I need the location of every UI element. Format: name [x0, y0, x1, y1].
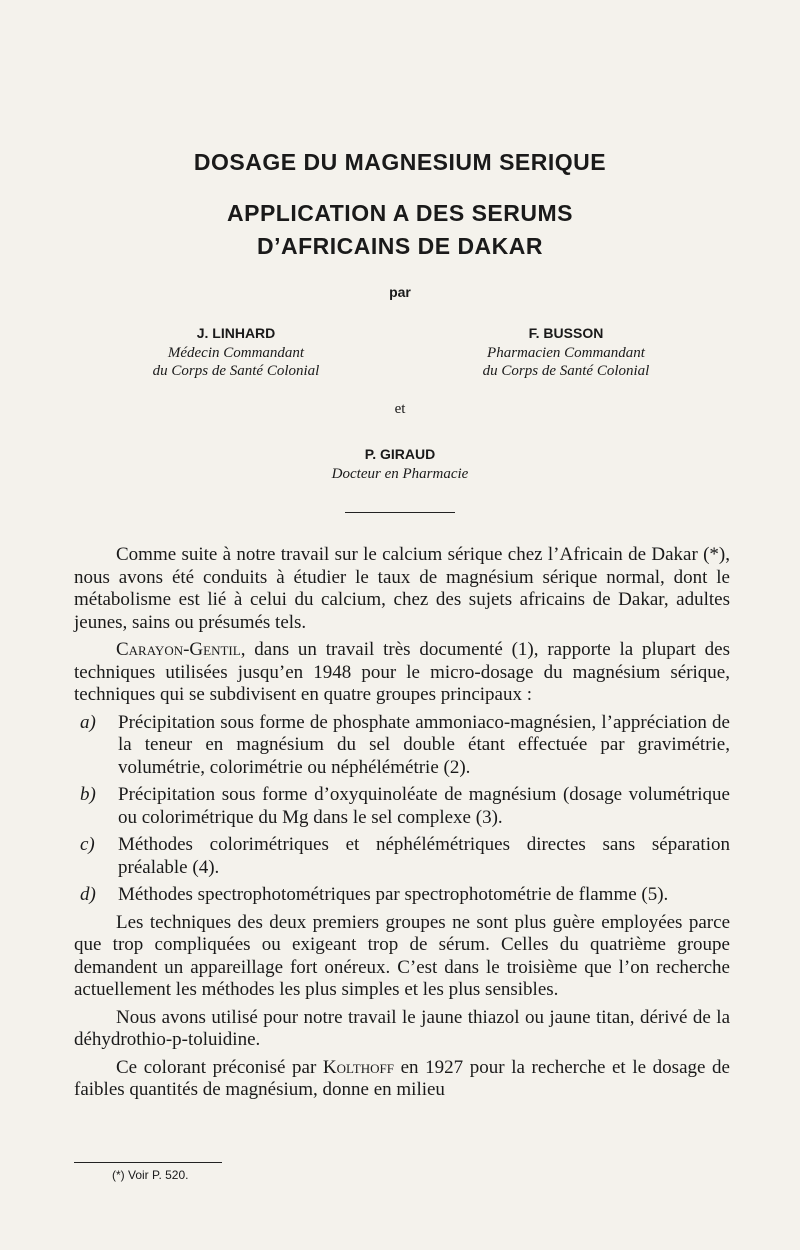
author-busson — [416, 322, 716, 380]
footnote: (*) Voir P. 520. — [112, 1168, 189, 1182]
list-item-label: b) — [80, 784, 96, 805]
list-item-label: c) — [80, 834, 95, 855]
list-item — [74, 712, 730, 780]
paragraph-5 — [74, 1057, 730, 1102]
list-item-label: d) — [80, 884, 96, 905]
title-line-2: APPLICATION A DES SERUMS — [227, 200, 573, 226]
author-name: F. BUSSON — [528, 325, 604, 341]
list-item-text: Précipitation sous forme de phosphate ammoniaco-magnésien, l’appréciation de la teneur en magnésium du sel double étant effectuée par gravimétrie, volumétrie, colorimétrie ou néphélémétrie (2). — [118, 711, 730, 778]
list-item — [74, 884, 730, 907]
author-affiliation: du Corps de Santé Colonial — [482, 363, 650, 379]
list-item-label: a) — [80, 711, 96, 733]
footnote-rule — [74, 1162, 222, 1163]
author-affiliation: du Corps de Santé Colonial — [152, 363, 320, 379]
author-role: Docteur en Pharmacie — [331, 466, 469, 482]
list-item-text: Méthodes colorimétriques et néphélémétriques directes sans séparation préalable (4). — [118, 834, 730, 878]
list-item — [74, 784, 730, 829]
author-giraud — [250, 443, 550, 483]
cited-author: Kolthoff — [322, 1056, 394, 1078]
conjunction: et — [394, 401, 406, 417]
paragraph-2 — [74, 639, 730, 707]
list-item-text: Méthodes spectrophotométriques par spectrophotométrie de flamme (5). — [118, 884, 669, 905]
byline: par — [389, 284, 411, 300]
paragraph-5-text: en 1927 pour la recherche et le dosage de faibles quantités de magnésium, donne en milieu — [74, 1056, 730, 1100]
author-name: J. LINHARD — [196, 325, 276, 341]
paragraph-1: Comme suite à notre travail sur le calcium sérique chez l’Africain de Dakar (*), nous avons été conduits à étudier le taux de magnésium sérique normal, dont le métabolisme est lié à celui du calcium, chez des sujets africains de Dakar, adultes jeunes, sains ou présumés tels. — [74, 544, 730, 633]
author-role: Médecin Commandant — [167, 345, 305, 361]
author-role: Pharmacien Commandant — [487, 345, 645, 361]
title-line-3: D’AFRICAINS DE DAKAR — [257, 233, 543, 259]
list-item — [74, 834, 730, 879]
list-item-text: Précipitation sous forme d’oxyquinoléate de magnésium (dosage volumétrique ou colorimétrique du Mg dans le sel complexe (3). — [118, 784, 730, 828]
article-body — [74, 544, 730, 1107]
cited-author: Carayon-Gentil — [116, 639, 241, 660]
author-linhard — [86, 322, 386, 380]
paragraph-2-text: , dans un travail très documenté (1), rapporte la plupart des techniques utilisées jusqu’en 1948 pour le micro-dosage du magnésium sérique, techniques qui se subdivisent en quatre groupes principaux : — [74, 639, 730, 705]
paragraph-4: Nous avons utilisé pour notre travail le jaune thiazol ou jaune titan, dérivé de la déhydrothio-p-toluidine. — [74, 1006, 730, 1050]
author-name: P. GIRAUD — [364, 446, 436, 462]
paragraph-5-lead: Ce colorant préconisé par — [116, 1056, 323, 1078]
section-divider — [345, 512, 455, 513]
title-line-1: DOSAGE DU MAGNESIUM SERIQUE — [193, 149, 607, 175]
paragraph-3: Les techniques des deux premiers groupes ne sont plus guère employées parce que trop compliquées ou exigeant trop de sérum. Celles du quatrième groupe demandent un appareillage fort onéreux. C’est dans le troisième que l’on recherche actuellement les méthodes les plus simples et les plus sensibles. — [74, 911, 730, 1000]
